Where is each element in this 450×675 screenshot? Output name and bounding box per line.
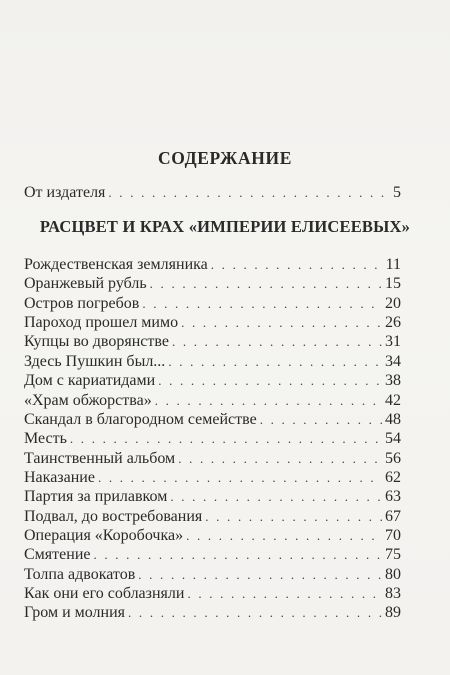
toc-entry-page: 42 bbox=[385, 391, 401, 409]
dot-leader bbox=[98, 468, 382, 488]
dot-leader bbox=[172, 332, 382, 352]
toc-entry-page: 83 bbox=[385, 585, 401, 602]
toc-entry-title: Подвал, до востребования bbox=[24, 507, 203, 525]
dot-leader bbox=[187, 584, 382, 604]
toc-entry-page: 5 bbox=[393, 184, 401, 201]
dot-leader bbox=[93, 545, 382, 565]
toc-entry bbox=[24, 565, 401, 585]
dot-leader bbox=[150, 274, 382, 294]
toc-entry-title: Гром и молния bbox=[24, 604, 126, 622]
toc-entry-page: 56 bbox=[385, 449, 401, 467]
toc-entry-page: 38 bbox=[385, 372, 401, 390]
toc-entry bbox=[24, 391, 401, 411]
toc-entry-title: Здесь Пушкин был... bbox=[24, 352, 166, 370]
toc-entry bbox=[24, 584, 401, 604]
toc-entry-title: От издателя bbox=[24, 184, 106, 201]
toc-entry-title: Рождественская земляника bbox=[24, 256, 208, 273]
dot-leader bbox=[260, 410, 382, 430]
toc-entry bbox=[24, 352, 401, 372]
toc-entry bbox=[24, 545, 401, 565]
toc-entry-page: 20 bbox=[385, 294, 401, 312]
toc-entry-title: Наказание bbox=[24, 468, 95, 486]
toc-entry bbox=[24, 274, 401, 294]
toc-entry bbox=[24, 449, 401, 469]
toc-entry-page: 70 bbox=[385, 526, 401, 544]
toc-entry-title: Операция «Коробочка» bbox=[24, 526, 184, 544]
toc-entry-page: 75 bbox=[385, 546, 401, 564]
toc-entry bbox=[24, 507, 401, 527]
toc-entry bbox=[24, 410, 401, 430]
dot-leader bbox=[170, 487, 382, 507]
toc-entry-title: Дом с кариатидами bbox=[24, 372, 156, 390]
toc-entry-page: 31 bbox=[385, 333, 401, 351]
toc-entry-page: 67 bbox=[385, 507, 401, 525]
dot-leader bbox=[186, 526, 382, 546]
toc-entry-page: 15 bbox=[385, 275, 401, 293]
toc-entry-page: 48 bbox=[385, 410, 401, 428]
dot-leader bbox=[168, 352, 382, 372]
dot-leader bbox=[128, 603, 382, 623]
toc-entry-title: Оранжевый рубль bbox=[24, 275, 147, 293]
toc-entry bbox=[24, 603, 401, 623]
toc-entry bbox=[24, 294, 401, 314]
toc-entry-page: 80 bbox=[385, 565, 401, 583]
toc-entry bbox=[24, 429, 401, 449]
toc-entry bbox=[24, 371, 401, 391]
page-title: СОДЕРЖАНИЕ bbox=[157, 148, 292, 168]
toc-entry-page: 54 bbox=[385, 430, 401, 448]
toc-entry-title: Месть bbox=[24, 430, 67, 448]
toc-entry-page: 62 bbox=[385, 468, 401, 486]
dot-leader bbox=[211, 255, 383, 275]
dot-leader bbox=[158, 371, 382, 391]
dot-leader bbox=[178, 449, 382, 469]
toc-entry-title: Скандал в благородном семействе bbox=[24, 410, 257, 428]
toc-entry-page: 89 bbox=[385, 604, 401, 622]
toc-entry bbox=[24, 468, 401, 488]
toc-entry bbox=[24, 255, 401, 275]
toc-entry-title: «Храм обжорства» bbox=[24, 391, 152, 409]
toc-entry-title: Как они его соблазняли bbox=[24, 585, 185, 602]
toc-entry-title: Партия за прилавком bbox=[24, 488, 168, 506]
dot-leader bbox=[70, 429, 382, 449]
dot-leader bbox=[205, 507, 382, 527]
toc-entry-title: Таинственный альбом bbox=[24, 449, 176, 467]
toc-entry-title: Пароход прошел мимо bbox=[24, 314, 179, 332]
toc-entry bbox=[24, 332, 401, 352]
toc-entry bbox=[24, 487, 401, 507]
toc-entry-page: 63 bbox=[385, 488, 401, 506]
dot-leader bbox=[181, 313, 382, 333]
dot-leader bbox=[155, 391, 382, 411]
toc-entry-page: 11 bbox=[385, 256, 401, 273]
dot-leader bbox=[138, 565, 382, 585]
toc-entry-title: Смятение bbox=[24, 546, 91, 564]
toc-entry-page: 26 bbox=[385, 314, 401, 332]
toc-entry bbox=[24, 313, 401, 333]
toc-entry-title: Остров погребов bbox=[24, 294, 140, 312]
toc-entry bbox=[24, 526, 401, 546]
section-title: РАСЦВЕТ И КРАХ «ИМПЕРИИ ЕЛИСЕЕВЫХ» bbox=[39, 217, 411, 236]
dot-leader bbox=[108, 183, 390, 203]
toc-entry-intro bbox=[24, 183, 401, 203]
toc-entry-title: Толпа адвокатов bbox=[24, 565, 136, 583]
dot-leader bbox=[142, 294, 382, 314]
toc-entry-page: 34 bbox=[385, 352, 401, 370]
toc-entry-title: Купцы во дворянстве bbox=[24, 333, 169, 351]
